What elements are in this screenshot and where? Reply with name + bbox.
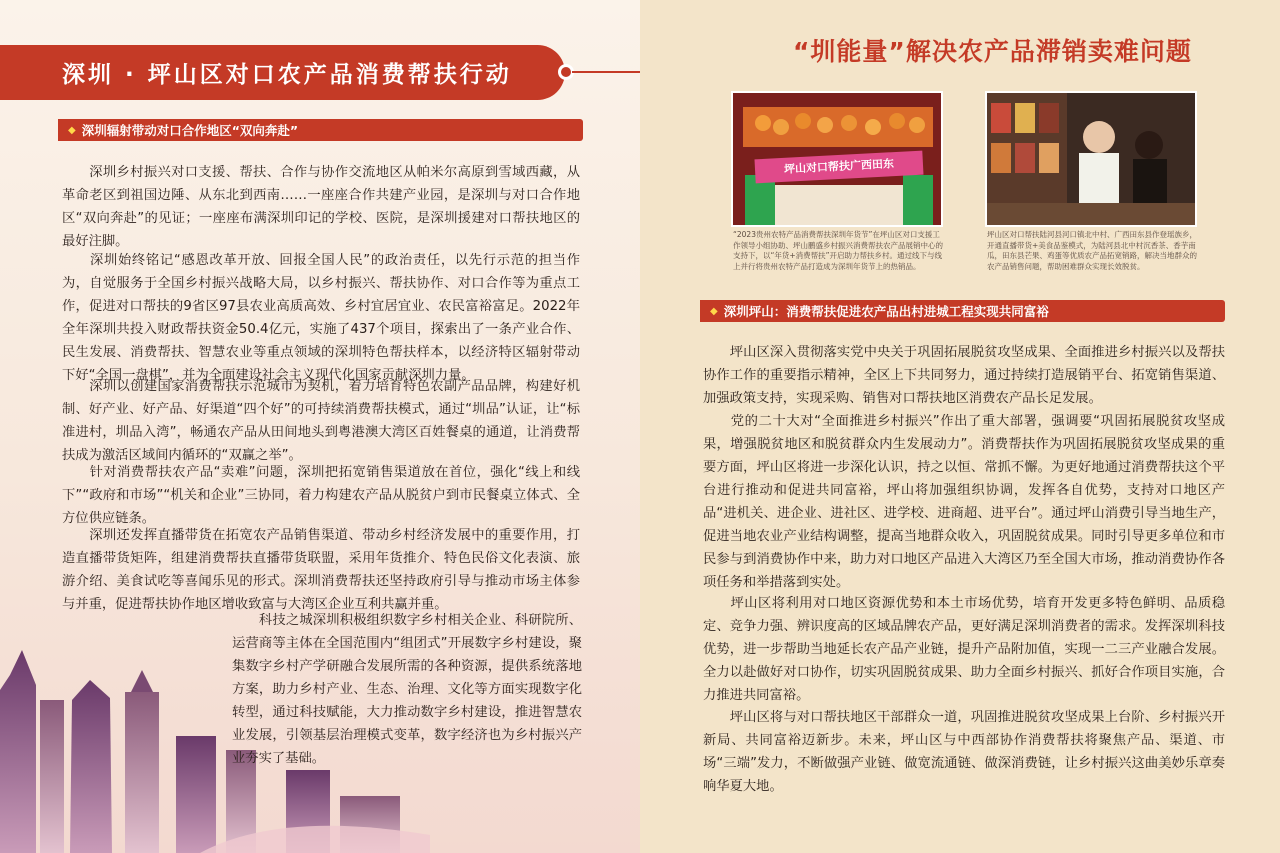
diamond-bullet-icon: ◆: [68, 124, 76, 136]
left-paragraph: 针对消费帮扶农产品“卖难”问题，深圳把拓宽销售渠道放在首位，强化“线上和线下”“政府和市场”“机关和企业”三协同，着力构建农产品从脱贫户到市民餐桌立体式、全方位供应链条。: [62, 465, 580, 526]
main-title-banner: [0, 45, 565, 100]
right-paragraph: 坪山区将利用对口地区资源优势和本土市场优势，培育开发更多特色鲜明、品质稳定、竞争力强、辨识度高的区域品牌农产品，更好满足深圳消费者的需求。发挥深圳科技优势，进一步帮助当地延长农产品产业链，提升产品附加值，实现一二三产业融合发展。全力以赴做好对口协作，切实巩固脱贫成果、助力全面乡村振兴、抓好合作项目实施，合力推进共同富裕。: [703, 596, 1225, 703]
right-section-header: [700, 300, 1225, 322]
left-paragraph: 科技之城深圳积极组织数字乡村相关企业、科研院所、运营商等主体在全国范围内“组团式”开展数字乡村建设，聚集数字乡村产学研融合发展所需的各种资源，提供系统落地方案，助力乡村产业、生态、治理、文化等方面实现数字化转型，通过科技赋能，大力推动数字乡村建设，推进智慧农业发展，引领基层治理模式变革，数字经济也为乡村振兴产业夯实了基础。: [232, 613, 582, 766]
photo-caption-1: “2023贵州农特产品消费帮扶深圳年货节”在坪山区对口支援工作领导小组协助、坪山鹏盛乡村振兴消费帮扶农产品展销中心的支持下，以“年货+消费帮扶”开启助力帮扶乡村。通过线下与线上并行将贵州农特产品打造成为深圳年货节上的热销品。: [733, 230, 943, 271]
photo-livestream: [985, 91, 1197, 227]
left-paragraph: 深圳以创建国家消费帮扶示范城市为契机，着力培育特色农副产品品牌，构建好机制、好产业、好产品、好渠道“四个好”的可持续消费帮扶模式，通过“圳品”认证，让“标准进村，圳品入湾”，畅通农产品从田间地头到粤港澳大湾区百姓餐桌的通道，让消费帮扶成为激活区域间内循环的“双赢之举”。: [62, 379, 580, 463]
left-paragraph: 深圳始终铭记“感恩改革开放、回报全国人民”的政治责任，以先行示范的担当作为，自觉服务于全国乡村振兴战略大局，以乡村振兴、帮扶协作、对口合作等为重点工作，促进对口帮扶的9省区97县农业高质高效、乡村宜居宜业、农民富裕富足。2022年全年深圳共投入财政帮扶资金50.4亿元，实施了437个项目，探索出了一条产业合作、民生发展、消费帮扶、智慧农业等重点领域的深圳特色帮扶样本，以经济特区辐射带动下好“全国一盘棋”，并为全面建设社会主义现代化国家贡献深圳力量。: [62, 253, 580, 383]
left-paragraph: 深圳乡村振兴对口支援、帮扶、合作与协作交流地区从帕米尔高原到雪域西藏，从革命老区到祖国边陲、从东北到西南……一座座合作共建产业园，是深圳与对口合作地区“双向奔赴”的见证；一座座布满深圳印记的学校、医院，是深圳援建对口帮扶地区的最好注脚。: [62, 165, 580, 249]
right-paragraph: 坪山区将与对口帮扶地区干部群众一道，巩固推进脱贫攻坚成果上台阶、乡村振兴开新局、共同富裕迈新步。未来，坪山区与中西部协作消费帮扶将聚焦产品、渠道、市场“三端”发力，不断做强产业链、做宽流通链、做深消费链，让乡村振兴这曲美妙乐章奏响华夏大地。: [703, 710, 1225, 794]
left-section-header: [58, 119, 583, 141]
diamond-bullet-icon: ◆: [710, 305, 718, 317]
photo-product-showcase: [731, 91, 943, 227]
left-section-title: 深圳辐射带动对口合作地区“双向奔赴”: [81, 123, 299, 138]
left-paragraph: 深圳还发挥直播带货在拓宽农产品销售渠道、带动乡村经济发展中的重要作用，打造直播带货矩阵，组建消费帮扶直播带货联盟，采用年货推介、特色民俗文化表演、旅游介绍、美食试吃等喜闻乐见的形式。深圳消费帮扶还坚持政府引导与推动市场主体参与并重，促进帮扶协作地区增收致富与大湾区企业互利共赢并重。: [62, 528, 580, 612]
photo-caption-2: 坪山区对口帮扶陆河县河口镇北中村、广西田东县作登瑶族乡，开通直播带货+美食品鉴模式，为陆河县北中村沉香茶、香芋南瓜，田东县芒果、鸡蛋等优质农产品拓宽销路，解决当地群众的农产品销售问题，帮助困难群众实现长效脱贫。: [987, 230, 1197, 271]
photo-banner-text: 坪山对口帮扶广西田东: [754, 151, 923, 184]
main-title: 深圳 · 坪山区对口农产品消费帮扶行动: [62, 62, 512, 88]
right-headline: “圳能量”解决农产品滞销卖难问题: [793, 37, 1192, 66]
right-section-title: 深圳坪山：消费帮扶促进农产品出村进城工程实现共同富裕: [723, 304, 1049, 319]
right-paragraph: 党的二十大对“全面推进乡村振兴”作出了重大部署，强调要“巩固拓展脱贫攻坚成果，增强脱贫地区和脱贫群众内生发展动力”。消费帮扶作为巩固拓展脱贫攻坚成果的重要方面，坪山区将进一步深化认识，持之以恒、常抓不懈。为更好地通过消费帮扶这个平台进行推动和促进共同富裕，坪山将加强组织协调，发挥各自优势，支持对口地区产品“进机关、进企业、进社区、进学校、进商超、进平台”。通过坪山消费引导当地生产，促进当地农业产业结构调整，提高当地群众收入，巩固脱贫成果。同时引导更多单位和市民参与到消费协作中来，助力对口地区产品进入大湾区乃至全国大市场，推动消费协作各项任务和举措落到实处。: [703, 414, 1225, 590]
right-paragraph: 坪山区深入贯彻落实党中央关于巩固拓展脱贫攻坚成果、全面推进乡村振兴以及帮扶协作工作的重要指示精神，全区上下共同努力，通过持续打造展销平台、拓宽销售渠道、加强政策支持，实现采购、销售对口帮扶地区消费农产品长足发展。: [703, 345, 1225, 406]
